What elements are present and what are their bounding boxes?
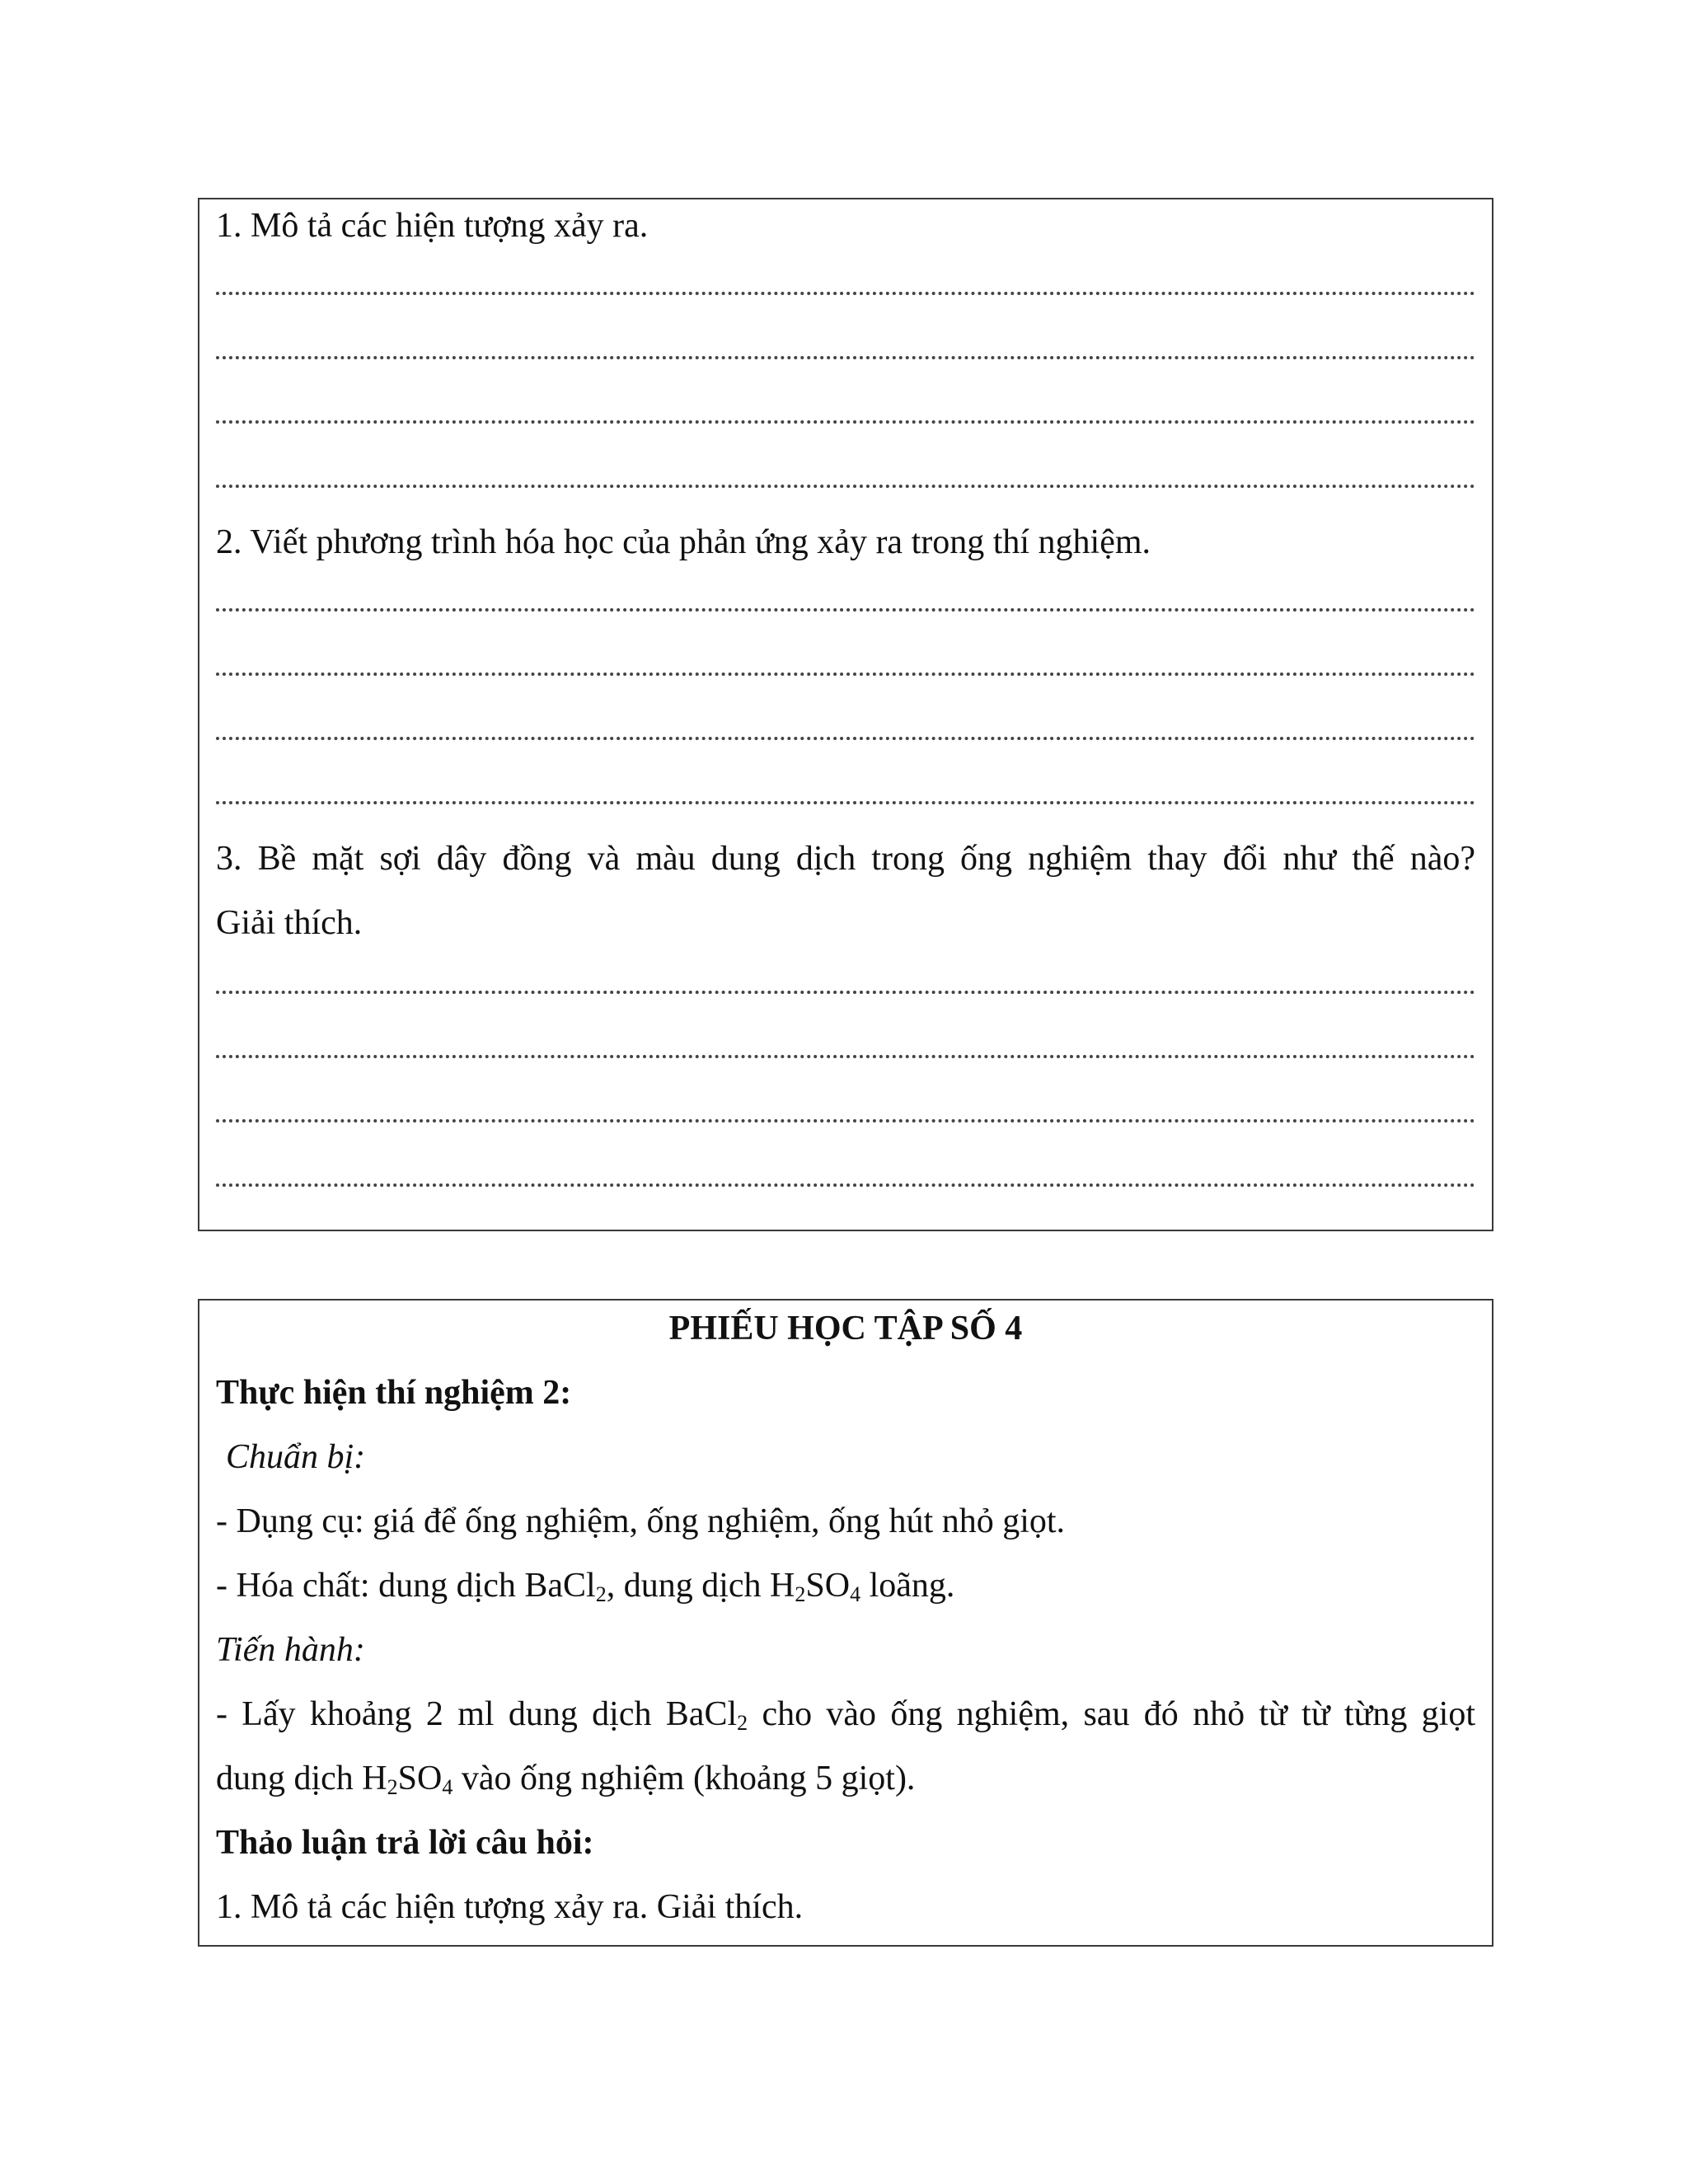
question-1: 1. Mô tả các hiện tượng xảy ra. Giải thích. [216, 1888, 804, 1926]
tools-line: - Dụng cụ: giá để ống nghiệm, ống nghiệm, ống hút nhỏ giọt. [216, 1502, 1066, 1540]
answer-line[interactable] [216, 1183, 1475, 1187]
preparation-label: Chuẩn bị: [226, 1438, 366, 1476]
question-1: 1. Mô tả các hiện tượng xảy ra. [216, 207, 649, 245]
procedure-label: Tiến hành: [216, 1631, 365, 1669]
question-3-line-2: Giải thích. [216, 904, 363, 942]
answer-line[interactable] [216, 356, 1475, 359]
worksheet-title: PHIẾU HỌC TẬP SỐ 4 [668, 1310, 1023, 1347]
worksheet-card-4 [198, 1299, 1493, 1947]
answer-line[interactable] [216, 1055, 1475, 1058]
answer-line[interactable] [216, 1119, 1475, 1122]
answer-line[interactable] [216, 420, 1475, 424]
question-3-line-1: 3. Bề mặt sợi dây đồng và màu dung dịch trong ống nghiệm thay đổi như thế nào? [216, 840, 1475, 878]
discussion-heading: Thảo luận trả lời câu hỏi: [216, 1824, 594, 1862]
answer-line[interactable] [216, 801, 1475, 804]
answer-line[interactable] [216, 608, 1475, 612]
procedure-step-line-1: - Lấy khoảng 2 ml dung dịch BaCl$_2$ cho vào ống nghiệm, sau đó nhỏ từ từ từng giọt [216, 1695, 1475, 1735]
experiment-heading: Thực hiện thí nghiệm 2: [216, 1374, 572, 1412]
answer-line[interactable] [216, 292, 1475, 295]
worksheet-card-top [198, 198, 1493, 1231]
answer-line[interactable] [216, 485, 1475, 488]
answer-line[interactable] [216, 991, 1475, 994]
answer-line[interactable] [216, 737, 1475, 740]
procedure-step-line-2: dung dịch $H_2SO_4$ vào ống nghiệm (khoảng 5 giọt). [216, 1760, 916, 1799]
answer-line[interactable] [216, 673, 1475, 676]
chemicals-line: - Hóa chất: dung dịch BaCl$_2$, dung dịch $H_2SO_4$ loãng. [216, 1567, 955, 1606]
question-2: 2. Viết phương trình hóa học của phản ứng xảy ra trong thí nghiệm. [216, 523, 1151, 561]
